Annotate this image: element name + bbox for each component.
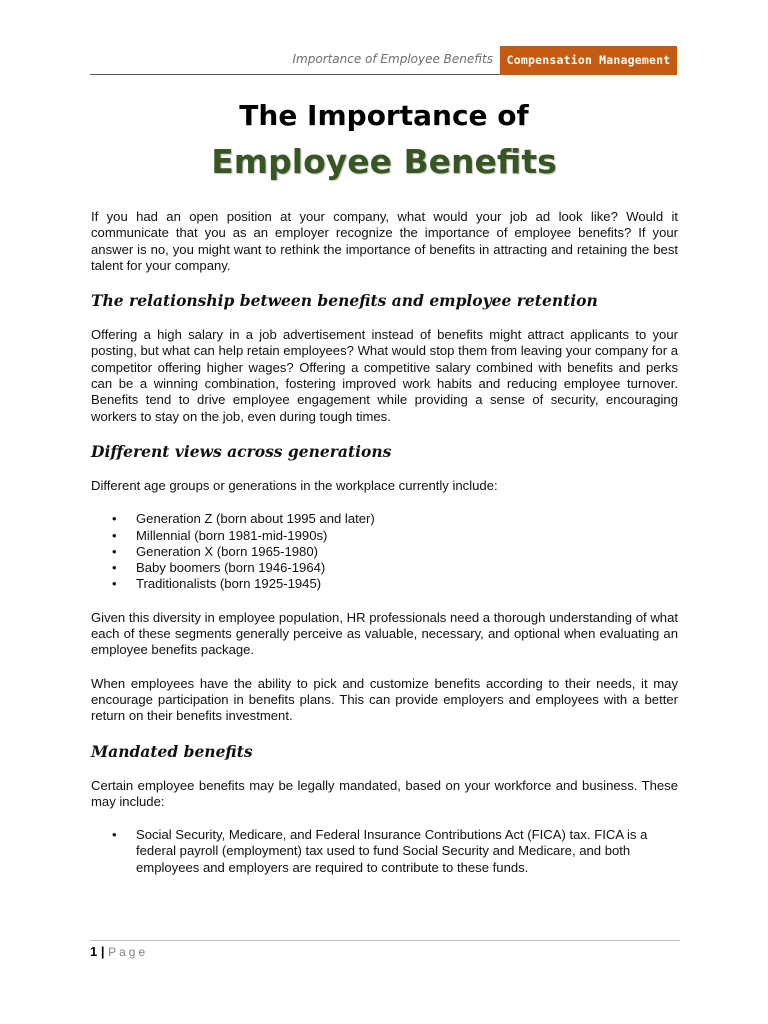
generations-lead: Different age groups or generations in the workplace currently include:: [91, 477, 498, 493]
page-title-line1: The Importance of: [239, 99, 529, 132]
list-item: • Generation Z (born about 1995 and later): [112, 511, 375, 527]
footer-divider: [90, 940, 680, 941]
running-header-title: Importance of Employee Benefits: [292, 52, 493, 66]
generations-paragraph-1: Given this diversity in employee population, HR professionals need a thorough understanding of what each of these segments generally perceive as valuable, necessary, and optional when evaluating an employee benefits package.: [91, 609, 678, 658]
list-item: • Generation X (born 1965-1980): [112, 543, 318, 559]
list-item: • Baby boomers (born 1946-1964): [112, 560, 326, 576]
intro-paragraph: If you had an open position at your company, what would your job ad look like? Would it communicate that you as an employer recognize the importance of employee benefits? If your answer is no, you might want to rethink the importance of benefits in attracting and retaining the best talent for your company.: [91, 209, 678, 273]
page-number: 1: [90, 944, 98, 959]
page-footer: [90, 944, 148, 959]
document-body: [91, 209, 678, 876]
header-divider: [90, 74, 500, 75]
section-heading-mandated: Mandated benefits: [91, 741, 253, 761]
generations-paragraph-2: When employees have the ability to pick and customize benefits according to their needs, it may encourage participation in benefits plans. This can provide employers and employees with a better return on their benefits investment.: [91, 675, 678, 724]
bullet-icon: •: [112, 560, 117, 576]
list-item: • Social Security, Medicare, and Federal Insurance Contributions Act (FICA) tax. FICA is a federal payroll (employment) tax used to fund Social Security and Medicare, and both employees and employers are required to contribute to these funds.: [112, 827, 648, 875]
section-heading-retention: The relationship between benefits and employee retention: [91, 291, 598, 311]
generations-list: [91, 511, 678, 592]
mandated-list: [91, 827, 678, 876]
list-item: • Millennial (born 1981-mid-1990s): [112, 527, 328, 543]
bullet-icon: •: [112, 511, 117, 527]
bullet-icon: •: [112, 576, 117, 592]
bullet-icon: •: [112, 527, 117, 543]
bullet-icon: •: [112, 827, 117, 843]
mandated-lead: Certain employee benefits may be legally mandated, based on your workforce and business. These may include:: [91, 777, 678, 809]
page-label: Page: [108, 945, 149, 959]
list-item: • Traditionalists (born 1925-1945): [112, 576, 322, 592]
retention-paragraph: Offering a high salary in a job advertisement instead of benefits might attract applicants to your posting, but what can help retain employees? What would stop them from leaving your company for a competitor offering higher wages? Offering a competitive salary combined with benefits and perks can be a winning combination, fostering improved work habits and reducing employee turnover. Benefits tend to drive employee engagement while providing a sense of security, encouraging workers to stay on the job, even during tough times.: [91, 327, 678, 424]
footer-separator: |: [100, 944, 105, 959]
page-title-line2: Employee Benefits: [211, 142, 557, 181]
section-heading-generations: Different views across generations: [91, 441, 392, 461]
running-header-tag: Compensation Management: [500, 46, 677, 75]
bullet-icon: •: [112, 543, 117, 559]
